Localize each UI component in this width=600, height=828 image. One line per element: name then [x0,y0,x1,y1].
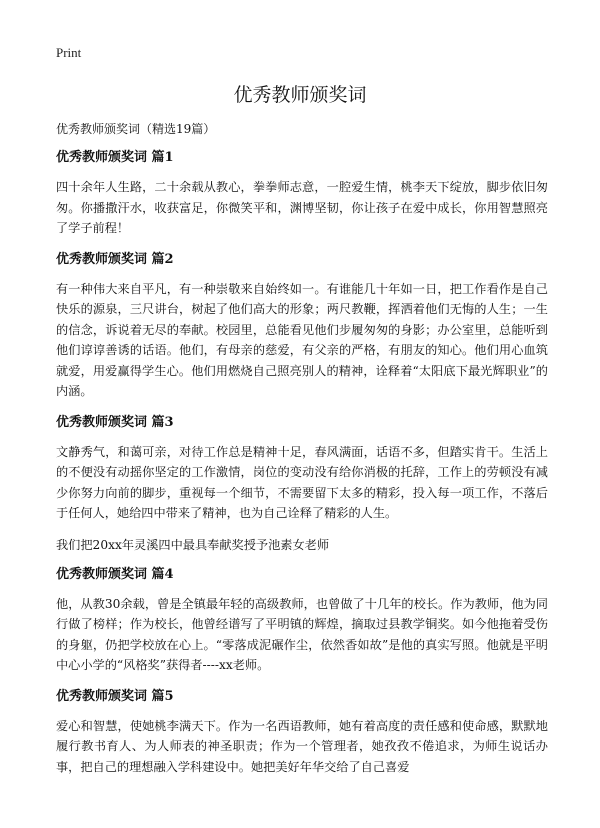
section-heading: 优秀教师颁奖词 篇3 [56,414,174,430]
page-title: 优秀教师颁奖词 [233,84,367,106]
section-paragraph: 四十余年人生路，二十余载从教心，拳拳师志意，一腔爱生情，桃李天下绽放，脚步依旧匆匆。你播撒汗水，收获富足，你微笑平和，渊博坚韧，你让孩子在爱中成长，你用智慧照亮了学子前程！ [56,180,548,235]
section-4 [56,566,548,676]
section-heading: 优秀教师颁奖词 篇4 [56,566,174,582]
section-heading: 优秀教师颁奖词 篇1 [56,150,174,165]
section-5 [56,688,548,778]
section-paragraph: 他，从教30余载，曾是全镇最年轻的高级教师，也曾做了十几年的校长。作为教师，他为同行做了榜样；作为校长，他曾经谱写了平明镇的辉煌，摘取过县教学铜奖。如今他拖着受伤的身躯，仍把学校放在心上。“零落成泥碾作尘，依然香如故”是他的真实写照。他就是平明中心小学的“风格奖”获得者----xx老师。 [56,596,548,672]
section-2 [56,251,548,402]
print-link[interactable]: Print [56,45,82,60]
section-heading: 优秀教师颁奖词 篇5 [56,688,174,704]
section-heading: 优秀教师颁奖词 篇2 [56,251,174,267]
section-paragraph: 文静秀气，和蔼可亲，对待工作总是精神十足，春风满面，话语不多，但踏实肯干。生活上的不便没有动摇你坚定的工作激情，岗位的变动没有给你消极的托辞，工作上的劳顿没有减少你努力向前的脚步，重视每一个细节，不需要留下太多的精彩，投入每一项工作，不落后于任何人，她给四中带来了精神，也为自己诠释了精彩的人生。 [56,444,548,520]
document-body [56,120,548,789]
section-1 [56,149,548,239]
section-3 [56,414,548,554]
award-note: 我们把20xx年灵溪四中最具奉献奖授予池素女老师 [56,537,330,552]
document-subtitle: 优秀教师颁奖词（精选19篇） [56,122,216,136]
section-paragraph: 有一种伟大来自平凡，有一种崇敬来自始终如一。有谁能几十年如一日，把工作看作是自己快乐的源泉，三尺讲台，树起了他们高大的形象；两尺教鞭，挥洒着他们无悔的人生；一生的信念，诉说着无尽的奉献。校园里，总能看见他们步履匆匆的身影；办公室里，总能听到他们谆谆善诱的话语。他们，有母亲的慈爱，有父亲的严格，有朋友的知心。他们用心血筑就爱，用爱赢得学生心。他们用燃烧自己照亮别人的精神，诠释着“太阳底下最光辉职业”的内涵。 [56,281,548,398]
section-paragraph: 爱心和智慧，使她桃李满天下。作为一名西语教师，她有着高度的责任感和使命感，默默地履行教书育人、为人师表的神圣职责；作为一个管理者，她孜孜不倦追求，为师生说话办事，把自己的理想融入学科建设中。她把美好年华交给了自己喜爱 [56,718,548,774]
